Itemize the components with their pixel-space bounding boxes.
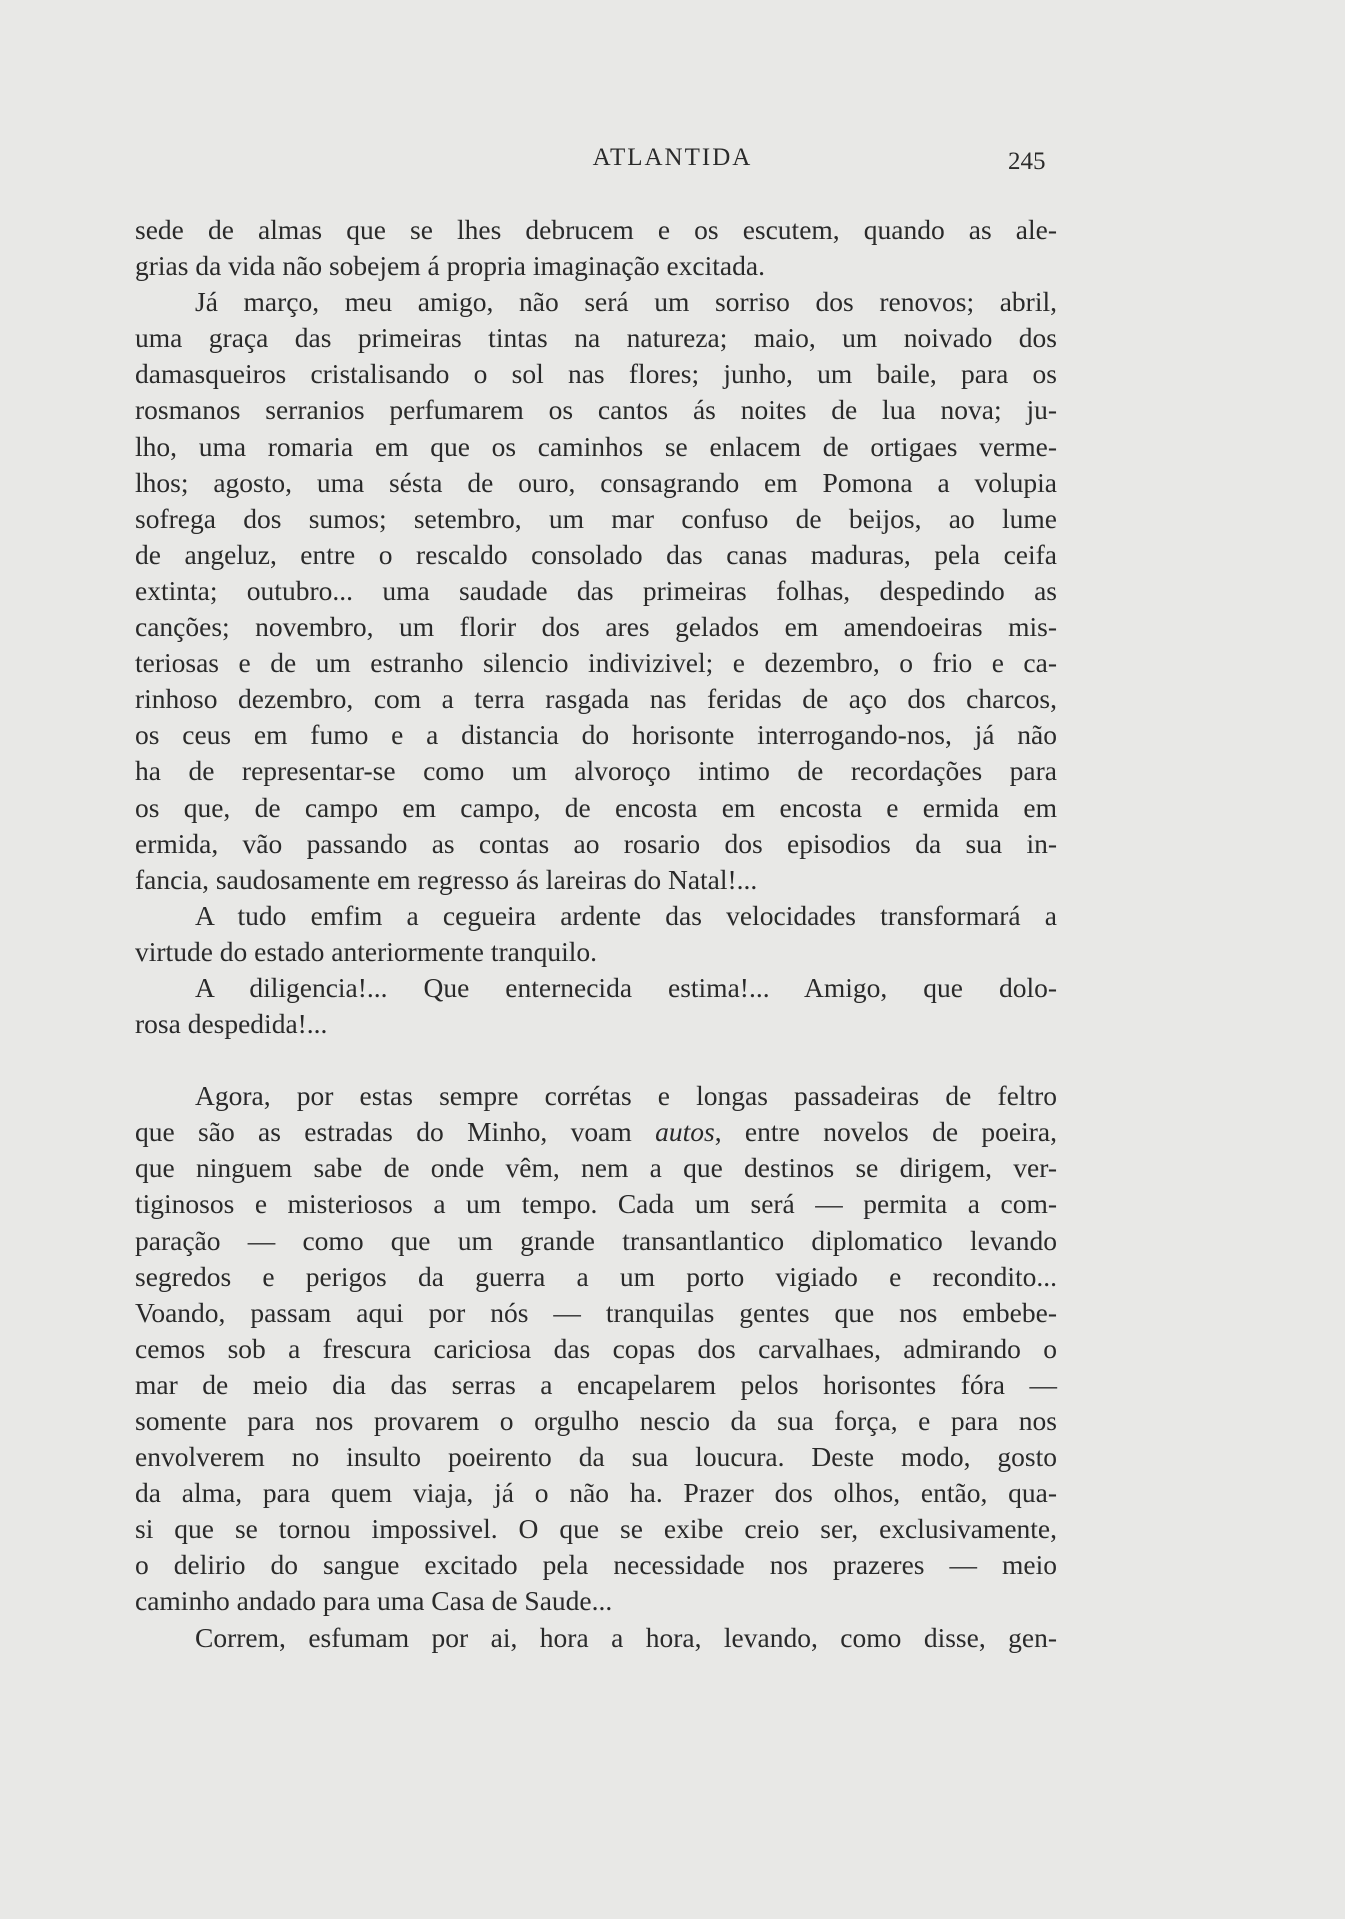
text-line: ha de representar-se como um alvoroço intimo de recordações para [135, 755, 1057, 787]
text-line: fancia, saudosamente em regresso ás lareiras do Natal!... [135, 863, 758, 895]
text-line: os que, de campo em campo, de encosta em encosta e ermida em [135, 791, 1057, 823]
section-break [135, 1042, 1057, 1078]
text-line: rinhoso dezembro, com a terra rasgada nas feridas de aço dos charcos, [135, 683, 1057, 715]
running-title: ATLANTIDA [592, 144, 753, 171]
text-line: cemos sob a frescura cariciosa das copas dos carvalhaes, admirando o [135, 1332, 1057, 1364]
text-line: sede de almas que se lhes debrucem e os escutem, quando as ale- [135, 214, 1057, 245]
text-line: os ceus em fumo e a distancia do horisonte interrogando-nos, já não [135, 719, 1057, 751]
text-line: rosmanos serranios perfumarem os cantos ás noites de lua nova; ju- [135, 394, 1057, 426]
text-run: que são as estradas do Minho, voam [135, 1116, 656, 1148]
text-line: A tudo emfim a cegueira ardente das velocidades transformará a [195, 899, 1057, 931]
text-line: virtude do estado anteriormente tranquilo. [135, 935, 598, 967]
text-line: canções; novembro, um florir dos ares gelados em amendoeiras mis- [135, 611, 1057, 643]
text-line: A diligencia!... Que enternecida estima!... Amigo, que dolo- [195, 971, 1057, 1003]
text-line: si que se tornou impossivel. O que se exibe creio ser, exclusivamente, [135, 1513, 1057, 1545]
text-line: Agora, por estas sempre corrétas e longas passadeiras de feltro [195, 1080, 1057, 1112]
text-line: somente para nos provarem o orgulho nescio da sua força, e para nos [135, 1405, 1057, 1436]
text-run: , entre novelos de poeira, [714, 1116, 1057, 1148]
text-line: Voando, passam aqui por nós — tranquilas gentes que nos embebe- [135, 1296, 1057, 1328]
text-line: lho, uma romaria em que os caminhos se enlacem de ortigaes verme- [135, 430, 1057, 462]
text-line: teriosas e de um estranho silencio indivizivel; e dezembro, o frio e ca- [135, 647, 1057, 679]
page-number: 245 [1008, 148, 1046, 175]
text-line: Correm, esfumam por ai, hora a hora, levando, como disse, gen- [195, 1621, 1057, 1653]
text-line: Já março, meu amigo, não será um sorriso dos renovos; abril, [195, 286, 1057, 318]
text-line: mar de meio dia das serras a encapelarem pelos horisontes fóra — [135, 1368, 1057, 1400]
text-line: rosa despedida!... [135, 1008, 328, 1040]
text-line: ermida, vão passando as contas ao rosario dos episodios da sua in- [135, 827, 1057, 859]
body-text [135, 212, 1057, 1656]
text-line: uma graça das primeiras tintas na natureza; maio, um noivado dos [135, 322, 1057, 354]
italic-word: autos [655, 1116, 715, 1148]
text-line: tiginosos e misteriosos a um tempo. Cada um será — permita a com- [135, 1188, 1057, 1220]
page-header [0, 140, 1345, 180]
text-line: paração — como que um grande transantlantico diplomatico levando [135, 1224, 1057, 1256]
text-line: que ninguem sabe de onde vêm, nem a que destinos se dirigem, ver- [135, 1152, 1057, 1184]
text-line: segredos e perigos da guerra a um porto vigiado e recondito... [135, 1260, 1057, 1292]
text-line [135, 1114, 1057, 1150]
text-line: lhos; agosto, uma sésta de ouro, consagrando em Pomona a volupia [135, 466, 1057, 498]
text-line: o delirio do sangue excitado pela necessidade nos prazeres — meio [135, 1549, 1057, 1581]
text-line: de angeluz, entre o rescaldo consolado das canas maduras, pela ceifa [135, 538, 1057, 570]
text-line: sofrega dos sumos; setembro, um mar confuso de beijos, ao lume [135, 502, 1057, 534]
text-line: envolverem no insulto poeirento da sua loucura. Deste modo, gosto [135, 1441, 1057, 1473]
text-line: da alma, para quem viaja, já o não ha. Prazer dos olhos, então, qua- [135, 1477, 1057, 1509]
text-line: extinta; outubro... uma saudade das primeiras folhas, despedindo as [135, 574, 1057, 606]
text-line: caminho andado para uma Casa de Saude... [135, 1585, 613, 1617]
text-line: grias da vida não sobejem á propria imaginação excitada. [135, 250, 765, 282]
text-line: damasqueiros cristalisando o sol nas flores; junho, um baile, para os [135, 358, 1057, 390]
